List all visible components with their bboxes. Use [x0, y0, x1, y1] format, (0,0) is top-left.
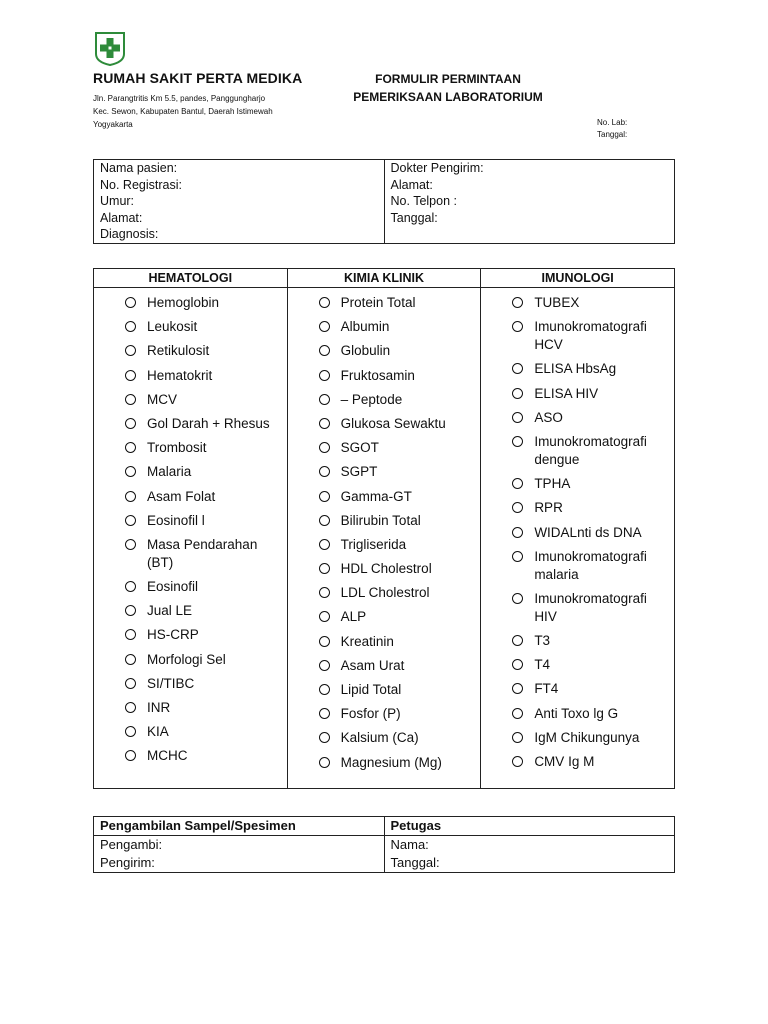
test-label: FT4 — [534, 681, 559, 697]
column-header-hematologi: HEMATOLOGI — [94, 269, 288, 288]
test-option[interactable] — [288, 342, 481, 360]
radio-circle-icon[interactable] — [125, 394, 136, 405]
test-option[interactable] — [481, 409, 674, 427]
test-label: ALP — [340, 609, 367, 625]
test-option[interactable] — [288, 512, 481, 530]
test-option[interactable] — [481, 294, 674, 312]
patient-info-left — [94, 160, 385, 244]
test-option[interactable] — [288, 294, 481, 312]
radio-circle-icon[interactable] — [512, 478, 523, 489]
sender-field[interactable]: Pengirim: — [100, 855, 155, 870]
test-option[interactable] — [481, 729, 674, 747]
test-label: Trombosit — [147, 440, 207, 456]
lab-tests-table — [93, 268, 675, 789]
hematologi-column — [94, 288, 288, 789]
test-label: MCV — [147, 391, 177, 407]
test-label: Albumin — [340, 319, 390, 335]
sample-collection-cell — [94, 836, 385, 873]
test-label: Imunokromatografi HIV — [534, 590, 647, 624]
radio-circle-icon[interactable] — [319, 611, 330, 622]
test-label: Imunokromatografi malaria — [534, 548, 647, 582]
test-option[interactable] — [481, 680, 674, 698]
radio-circle-icon[interactable] — [319, 466, 330, 477]
radio-circle-icon[interactable] — [319, 321, 330, 332]
radio-circle-icon[interactable] — [319, 563, 330, 574]
radio-circle-icon[interactable] — [319, 539, 330, 550]
radio-circle-icon[interactable] — [512, 412, 523, 423]
test-option[interactable] — [481, 632, 674, 650]
test-label: RPR — [534, 500, 563, 516]
test-label: Fruktosamin — [340, 367, 415, 383]
test-label: Eosinofil l — [147, 512, 205, 528]
test-option[interactable] — [288, 560, 481, 578]
test-label: SGPT — [340, 464, 378, 480]
test-option[interactable] — [288, 536, 481, 554]
radio-circle-icon[interactable] — [512, 363, 523, 374]
test-label: TUBEX — [534, 295, 580, 310]
test-option[interactable] — [288, 633, 481, 651]
hospital-name: RUMAH SAKIT PERTA MEDIKA — [93, 70, 303, 86]
radio-circle-icon[interactable] — [319, 442, 330, 453]
test-option[interactable] — [94, 391, 287, 409]
sample-collection-table — [93, 816, 675, 873]
radio-circle-icon[interactable] — [125, 581, 136, 592]
test-option[interactable] — [94, 675, 287, 693]
test-label: T4 — [534, 657, 551, 673]
registration-number-field[interactable]: No. Registrasi: — [100, 177, 182, 192]
test-label: WIDALnti ds DNA — [534, 524, 642, 540]
test-option[interactable] — [94, 578, 287, 596]
patient-address-field[interactable]: Alamat: — [100, 210, 143, 225]
radio-circle-icon[interactable] — [512, 436, 523, 447]
radio-circle-icon[interactable] — [319, 418, 330, 429]
test-label: Gamma-GT — [340, 488, 412, 504]
test-option[interactable] — [481, 753, 674, 771]
test-label: Jual LE — [147, 603, 193, 619]
test-option[interactable] — [288, 729, 481, 747]
patient-name-field[interactable]: Nama pasien: — [100, 161, 178, 175]
test-label: LDL Cholestrol — [340, 585, 430, 601]
test-label: MCHC — [147, 748, 188, 764]
radio-circle-icon[interactable] — [319, 757, 330, 768]
imunologi-list — [481, 294, 674, 771]
radio-circle-icon[interactable] — [125, 370, 136, 381]
test-label: Imunokromatografi HCV — [534, 319, 647, 353]
test-option[interactable] — [94, 699, 287, 717]
radio-circle-icon[interactable] — [512, 527, 523, 538]
patient-info-right — [384, 160, 675, 244]
test-label: Anti Toxo lg G — [534, 705, 619, 721]
radio-circle-icon[interactable] — [125, 442, 136, 453]
hospital-cross-icon — [94, 32, 126, 66]
test-option[interactable] — [288, 657, 481, 675]
radio-circle-icon[interactable] — [319, 636, 330, 647]
radio-circle-icon[interactable] — [319, 587, 330, 598]
radio-circle-icon[interactable] — [125, 466, 136, 477]
test-option[interactable] — [481, 360, 674, 378]
test-label: SI/TIBC — [147, 675, 195, 691]
column-header-kimia-klinik: KIMIA KLINIK — [287, 269, 481, 288]
test-label: Globulin — [340, 343, 391, 359]
referring-doctor-field[interactable]: Dokter Pengirim: — [390, 161, 484, 175]
radio-circle-icon[interactable] — [512, 683, 523, 694]
test-option[interactable] — [481, 475, 674, 493]
test-option[interactable] — [94, 536, 287, 572]
officer-date-field[interactable]: Tanggal: — [390, 855, 440, 870]
radio-circle-icon[interactable] — [512, 502, 523, 513]
radio-circle-icon[interactable] — [512, 659, 523, 670]
test-option[interactable] — [288, 391, 481, 409]
test-option[interactable] — [481, 548, 674, 584]
test-label: Eosinofil — [147, 579, 199, 595]
test-label: INR — [147, 700, 171, 715]
radio-circle-icon[interactable] — [512, 732, 523, 743]
test-option[interactable] — [94, 294, 287, 312]
address-line: Kec. Sewon, Kabupaten Bantul, Daerah Istimewah — [93, 107, 273, 116]
radio-circle-icon[interactable] — [319, 345, 330, 356]
test-option[interactable] — [94, 415, 287, 433]
test-option[interactable] — [288, 754, 481, 772]
test-label: Lipid Total — [340, 682, 402, 697]
radio-circle-icon[interactable] — [319, 708, 330, 719]
radio-circle-icon[interactable] — [319, 394, 330, 405]
address-line: Jln. Parangtritis Km 5.5, pandes, Panggungharjo — [93, 94, 266, 103]
no-lab-label: No. Lab: — [597, 118, 628, 127]
test-label: Asam Urat — [340, 657, 405, 673]
radio-circle-icon[interactable] — [512, 593, 523, 604]
radio-circle-icon[interactable] — [125, 726, 136, 737]
test-label: TPHA — [534, 476, 571, 492]
test-label: Asam Folat — [147, 488, 216, 504]
kimia-klinik-list — [288, 294, 481, 772]
radio-circle-icon[interactable] — [125, 678, 136, 689]
radio-circle-icon[interactable] — [319, 515, 330, 526]
test-label: Gol Darah + Rhesus — [147, 415, 270, 431]
hematologi-list — [94, 294, 287, 765]
test-label: IgM Chikungunya — [534, 729, 640, 745]
test-option[interactable] — [288, 367, 481, 385]
radio-circle-icon[interactable] — [125, 345, 136, 356]
test-option[interactable] — [288, 439, 481, 457]
test-label: Magnesium (Mg) — [340, 754, 442, 770]
radio-circle-icon[interactable] — [125, 515, 136, 526]
test-label: Kalsium (Ca) — [340, 730, 419, 746]
test-option[interactable] — [288, 584, 481, 602]
test-option[interactable] — [288, 415, 481, 433]
test-option[interactable] — [94, 318, 287, 336]
test-option[interactable] — [288, 705, 481, 723]
patient-info-table — [93, 159, 675, 244]
radio-circle-icon[interactable] — [125, 654, 136, 665]
test-label: HDL Cholestrol — [340, 561, 432, 577]
header-date-label: Tanggal: — [597, 130, 628, 139]
radio-circle-icon[interactable] — [319, 297, 330, 308]
test-label: Morfologi Sel — [147, 651, 226, 667]
test-option[interactable] — [94, 342, 287, 360]
radio-circle-icon[interactable] — [512, 321, 523, 332]
test-label: T3 — [534, 633, 551, 649]
radio-circle-icon[interactable] — [125, 491, 136, 502]
collector-field[interactable]: Pengambi: — [100, 837, 163, 852]
test-label: – Peptode — [340, 391, 403, 407]
imunologi-column — [481, 288, 675, 789]
test-option[interactable] — [94, 626, 287, 644]
officer-name-field[interactable]: Nama: — [390, 837, 429, 852]
test-label: Retikulosit — [147, 343, 210, 359]
officer-cell — [384, 836, 675, 873]
radio-circle-icon[interactable] — [125, 702, 136, 713]
test-option[interactable] — [94, 512, 287, 530]
test-label: ELISA HIV — [534, 385, 599, 401]
radio-circle-icon[interactable] — [125, 750, 136, 761]
test-option[interactable] — [481, 385, 674, 403]
radio-circle-icon[interactable] — [319, 370, 330, 381]
test-option[interactable] — [288, 681, 481, 699]
test-label: Hematokrit — [147, 367, 213, 383]
radio-circle-icon[interactable] — [319, 660, 330, 671]
test-label: Trigliserida — [340, 536, 407, 552]
test-option[interactable] — [94, 723, 287, 741]
test-label: KIA — [147, 724, 169, 740]
radio-circle-icon[interactable] — [512, 551, 523, 562]
radio-circle-icon[interactable] — [319, 732, 330, 743]
test-label: Glukosa Sewaktu — [340, 415, 446, 431]
test-option[interactable] — [94, 602, 287, 620]
test-label: Masa Pendarahan (BT) — [147, 536, 258, 570]
test-option[interactable] — [288, 318, 481, 336]
age-field[interactable]: Umur: — [100, 194, 135, 208]
radio-circle-icon[interactable] — [319, 491, 330, 502]
doctor-address-field[interactable]: Alamat: — [390, 177, 433, 192]
column-header-imunologi: IMUNOLOGI — [481, 269, 675, 288]
radio-circle-icon[interactable] — [125, 605, 136, 616]
address-line: Yogyakarta — [93, 120, 133, 129]
test-label: Imunokromatografi dengue — [534, 433, 647, 467]
radio-circle-icon[interactable] — [512, 297, 523, 308]
test-option[interactable] — [481, 318, 674, 354]
test-option[interactable] — [94, 463, 287, 481]
form-title-line-1: FORMULIR PERMINTAAN — [375, 72, 521, 86]
test-label: CMV Ig M — [534, 754, 595, 769]
radio-circle-icon[interactable] — [125, 297, 136, 308]
test-option[interactable] — [94, 747, 287, 765]
date-field[interactable]: Tanggal: — [390, 210, 438, 225]
test-option[interactable] — [481, 656, 674, 674]
test-label: Leukosit — [147, 319, 198, 335]
radio-circle-icon[interactable] — [125, 418, 136, 429]
diagnosis-field[interactable]: Diagnosis: — [100, 227, 159, 241]
test-option[interactable] — [288, 463, 481, 481]
test-label: Kreatinin — [340, 633, 394, 649]
test-option[interactable] — [481, 705, 674, 723]
test-option[interactable] — [94, 439, 287, 457]
test-label: SGOT — [340, 440, 379, 456]
test-label: Hemoglobin — [147, 295, 220, 310]
radio-circle-icon[interactable] — [512, 388, 523, 399]
test-option[interactable] — [288, 488, 481, 506]
radio-circle-icon[interactable] — [125, 629, 136, 640]
test-option[interactable] — [481, 433, 674, 469]
test-label: Malaria — [147, 464, 192, 480]
radio-circle-icon[interactable] — [512, 756, 523, 767]
radio-circle-icon[interactable] — [512, 635, 523, 646]
sample-collection-header: Pengambilan Sampel/Spesimen — [94, 817, 385, 836]
test-label: Protein Total — [340, 295, 416, 310]
test-option[interactable] — [94, 651, 287, 669]
test-option[interactable] — [94, 488, 287, 506]
kimia-klinik-column — [287, 288, 481, 789]
test-option[interactable] — [481, 499, 674, 517]
test-option[interactable] — [94, 367, 287, 385]
officer-header: Petugas — [384, 817, 675, 836]
form-title-line-2: PEMERIKSAAN LABORATORIUM — [353, 90, 543, 104]
test-option[interactable] — [481, 524, 674, 542]
radio-circle-icon[interactable] — [319, 684, 330, 695]
radio-circle-icon[interactable] — [125, 321, 136, 332]
phone-number-field[interactable]: No. Telpon : — [390, 194, 457, 208]
test-label: ELISA HbsAg — [534, 361, 617, 377]
test-label: ASO — [534, 409, 563, 425]
hospital-logo — [94, 32, 126, 66]
radio-circle-icon[interactable] — [512, 708, 523, 719]
test-label: Bilirubin Total — [340, 512, 421, 528]
radio-circle-icon[interactable] — [125, 539, 136, 550]
test-option[interactable] — [288, 608, 481, 626]
test-option[interactable] — [481, 590, 674, 626]
test-label: Fosfor (P) — [340, 706, 401, 722]
test-label: HS-CRP — [147, 627, 199, 643]
